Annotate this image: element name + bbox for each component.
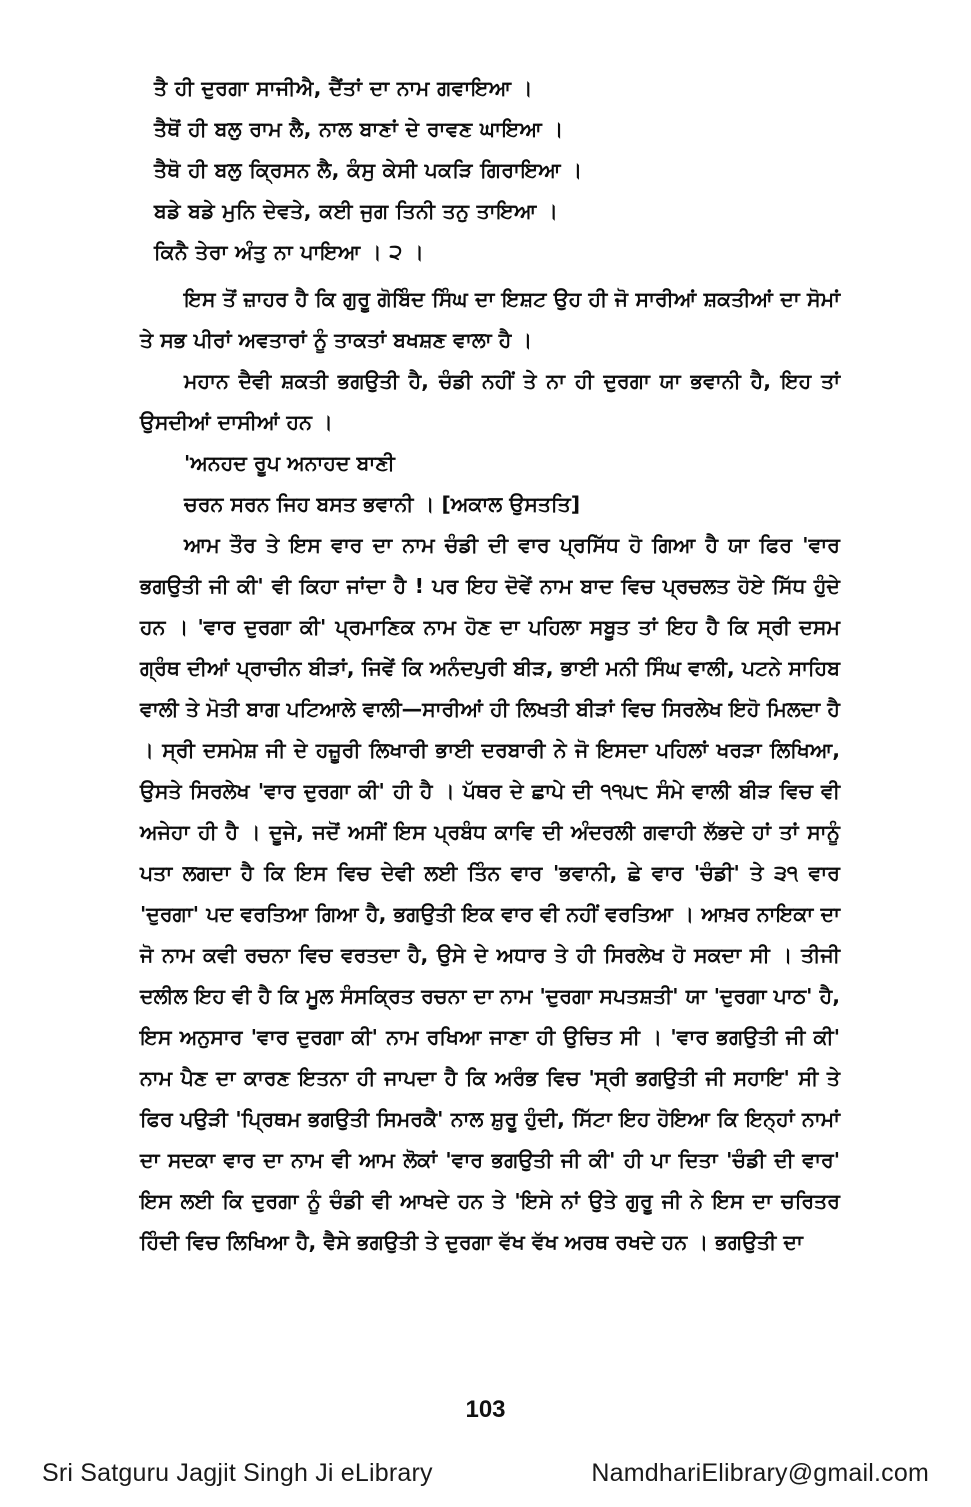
paragraph: ਮਹਾਨ ਦੈਵੀ ਸ਼ਕਤੀ ਭਗਉਤੀ ਹੈ, ਚੰਡੀ ਨਹੀਂ ਤੇ ਨਾ ਹੀ ਦੁਰਗਾ ਯਾ ਭਵਾਨੀ ਹੈ, ਇਹ ਤਾਂ ਉਸਦੀਆਂ ਦਾਸੀਆਂ ਹਨ ।	[140, 369, 840, 434]
verse-line: ਤੈ ਹੀ ਦੁਰਗਾ ਸਾਜੀਐ, ਦੈਂਤਾਂ ਦਾ ਨਾਮ ਗਵਾਇਆ ।	[154, 76, 533, 100]
verse-line: ਤੈਥੋ ਹੀ ਬਲੁ ਕ੍ਰਿਸਨ ਲੈ, ਕੰਸੁ ਕੇਸੀ ਪਕੜਿ ਗਿਰਾਇਆ ।	[154, 158, 583, 182]
main-body-paragraph: ਆਮ ਤੌਰ ਤੇ ਇਸ ਵਾਰ ਦਾ ਨਾਮ ਚੰਡੀ ਦੀ ਵਾਰ ਪ੍ਰਸਿੱਧ ਹੋ ਗਿਆ ਹੈ ਯਾ ਫਿਰ 'ਵਾਰ ਭਗਉਤੀ ਜੀ ਕੀ' ਵੀ ਕਿਹਾ ਜਾਂਦਾ ਹੈ ! ਪਰ ਇਹ ਦੋਵੇਂ ਨਾਮ ਬਾਦ ਵਿਚ ਪ੍ਰਚਲਤ ਹੋਏ ਸਿੱਧ ਹੁੰਦੇ ਹਨ । 'ਵਾਰ ਦੁਰਗਾ ਕੀ' ਪ੍ਰਮਾਣਿਕ ਨਾਮ ਹੋਣ ਦਾ ਪਹਿਲਾ ਸਬੂਤ ਤਾਂ ਇਹ ਹੈ ਕਿ ਸ੍ਰੀ ਦਸਮ ਗ੍ਰੰਥ ਦੀਆਂ ਪ੍ਰਾਚੀਨ ਬੀੜਾਂ, ਜਿਵੇਂ ਕਿ ਅਨੰਦਪੁਰੀ ਬੀੜ, ਭਾਈ ਮਨੀ ਸਿੰਘ ਵਾਲੀ, ਪਟਨੇ ਸਾਹਿਬ ਵਾਲੀ ਤੇ ਮੋਤੀ ਬਾਗ ਪਟਿਆਲੇ ਵਾਲੀ—ਸਾਰੀਆਂ ਹੀ ਲਿਖਤੀ ਬੀੜਾਂ ਵਿਚ ਸਿਰਲੇਖ ਇਹੋ ਮਿਲਦਾ ਹੈ । ਸ੍ਰੀ ਦਸਮੇਸ਼ ਜੀ ਦੇ ਹਜ਼ੂਰੀ ਲਿਖਾਰੀ ਭਾਈ ਦਰਬਾਰੀ ਨੇ ਜੋ ਇਸਦਾ ਪਹਿਲਾਂ ਖਰੜਾ ਲਿਖਿਆ, ਉਸਤੇ ਸਿਰਲੇਖ 'ਵਾਰ ਦੁਰਗਾ ਕੀ' ਹੀ ਹੈ । ਪੱਥਰ ਦੇ ਛਾਪੇ ਦੀ ੧੧੫੮ ਸੰਮੇ ਵਾਲੀ ਬੀੜ ਵਿਚ ਵੀ ਅਜੇਹਾ ਹੀ ਹੈ । ਦੂਜੇ, ਜਦੋਂ ਅਸੀਂ ਇਸ ਪ੍ਰਬੰਧ ਕਾਵਿ ਦੀ ਅੰਦਰਲੀ ਗਵਾਹੀ ਲੱਭਦੇ ਹਾਂ ਤਾਂ ਸਾਨੂੰ ਪਤਾ ਲਗਦਾ ਹੈ ਕਿ ਇਸ ਵਿਚ ਦੇਵੀ ਲਈ ਤਿੰਨ ਵਾਰ 'ਭਵਾਨੀ, ਛੇ ਵਾਰ 'ਚੰਡੀ' ਤੇ ੩੧ ਵਾਰ 'ਦੁਰਗਾ' ਪਦ ਵਰਤਿਆ ਗਿਆ ਹੈ, ਭਗਉਤੀ ਇਕ ਵਾਰ ਵੀ ਨਹੀਂ ਵਰਤਿਆ । ਆਖ਼ਰ ਨਾਇਕਾ ਦਾ ਜੋ ਨਾਮ ਕਵੀ ਰਚਨਾ ਵਿਚ ਵਰਤਦਾ ਹੈ, ਉਸੇ ਦੇ ਅਧਾਰ ਤੇ ਹੀ ਸਿਰਲੇਖ ਹੋ ਸਕਦਾ ਸੀ । ਤੀਜੀ ਦਲੀਲ ਇਹ ਵੀ ਹੈ ਕਿ ਮੂਲ ਸੰਸਕ੍ਰਿਤ ਰਚਨਾ ਦਾ ਨਾਮ 'ਦੁਰਗਾ ਸਪਤਸ਼ਤੀ' ਯਾ 'ਦੁਰਗਾ ਪਾਠ' ਹੈ, ਇਸ ਅਨੁਸਾਰ 'ਵਾਰ ਦੁਰਗਾ ਕੀ' ਨਾਮ ਰਖਿਆ ਜਾਣਾ ਹੀ ਉਚਿਤ ਸੀ । 'ਵਾਰ ਭਗਉਤੀ ਜੀ ਕੀ' ਨਾਮ ਪੈਣ ਦਾ ਕਾਰਣ ਇਤਨਾ ਹੀ ਜਾਪਦਾ ਹੈ ਕਿ ਅਰੰਭ ਵਿਚ 'ਸ੍ਰੀ ਭਗਉਤੀ ਜੀ ਸਹਾਇ' ਸੀ ਤੇ ਫਿਰ ਪਉੜੀ 'ਪ੍ਰਿਥਮ ਭਗਉਤੀ ਸਿਮਰਕੈ' ਨਾਲ ਸ਼ੁਰੂ ਹੁੰਦੀ, ਸਿੱਟਾ ਇਹ ਹੋਇਆ ਕਿ ਇਨ੍ਹਾਂ ਨਾਮਾਂ ਦਾ ਸਦਕਾ ਵਾਰ ਦਾ ਨਾਮ ਵੀ ਆਮ ਲੋਕਾਂ 'ਵਾਰ ਭਗਉਤੀ ਜੀ ਕੀ' ਹੀ ਪਾ ਦਿਤਾ 'ਚੰਡੀ ਦੀ ਵਾਰ' ਇਸ ਲਈ ਕਿ ਦੁਰਗਾ ਨੂੰ ਚੰਡੀ ਵੀ ਆਖਦੇ ਹਨ ਤੇ 'ਇਸੇ ਨਾਂ ਉਤੇ ਗੁਰੂ ਜੀ ਨੇ ਇਸ ਦਾ ਚਰਿਤਰ ਹਿੰਦੀ ਵਿਚ ਲਿਖਿਆ ਹੈ, ਵੈਸੇ ਭਗਉਤੀ ਤੇ ਦੁਰਗਾ ਵੱਖ ਵੱਖ ਅਰਥ ਰਖਦੇ ਹਨ । ਭਗਉਤੀ ਦਾ	[140, 533, 840, 1254]
footer-email: NamdhariElibrary@gmail.com	[591, 1459, 929, 1487]
quote-line: 'ਅਨਹਦ ਰੂਪ ਅਨਾਹਦ ਬਾਣੀ	[184, 451, 395, 475]
footer-library-name: Sri Satguru Jagjit Singh Ji eLibrary	[42, 1459, 433, 1487]
verse-block	[140, 68, 840, 273]
page-footer	[0, 1440, 971, 1507]
verse-line: ਕਿਨੈ ਤੇਰਾ ਅੰਤੁ ਨਾ ਪਾਇਆ । ੨ ।	[154, 240, 425, 264]
quote-line: ਚਰਨ ਸਰਨ ਜਿਹ ਬਸਤ ਭਵਾਨੀ । [ਅਕਾਲ ਉਸਤਤਿ]	[184, 492, 581, 516]
verse-line: ਤੈਥੋਂ ਹੀ ਬਲੁ ਰਾਮ ਲੈ, ਨਾਲ ਬਾਣਾਂ ਦੇ ਰਾਵਣ ਘਾਇਆ ।	[154, 117, 564, 141]
paragraph: ਇਸ ਤੋਂ ਜ਼ਾਹਰ ਹੈ ਕਿ ਗੁਰੂ ਗੋਬਿੰਦ ਸਿੰਘ ਦਾ ਇਸ਼ਟ ਉਹ ਹੀ ਜੋ ਸਾਰੀਆਂ ਸ਼ਕਤੀਆਂ ਦਾ ਸੋਮਾਂ ਤੇ ਸਭ ਪੀਰਾਂ ਅਵਤਾਰਾਂ ਨੂੰ ਤਾਕਤਾਂ ਬਖਸ਼ਣ ਵਾਲਾ ਹੈ ।	[140, 287, 840, 352]
page-number: 103	[465, 1396, 506, 1423]
verse-line: ਬਡੇ ਬਡੇ ਮੁਨਿ ਦੇਵਤੇ, ਕਈ ਜੁਗ ਤਿਨੀ ਤਨੁ ਤਾਇਆ ।	[154, 199, 559, 223]
page-content	[140, 68, 840, 1263]
